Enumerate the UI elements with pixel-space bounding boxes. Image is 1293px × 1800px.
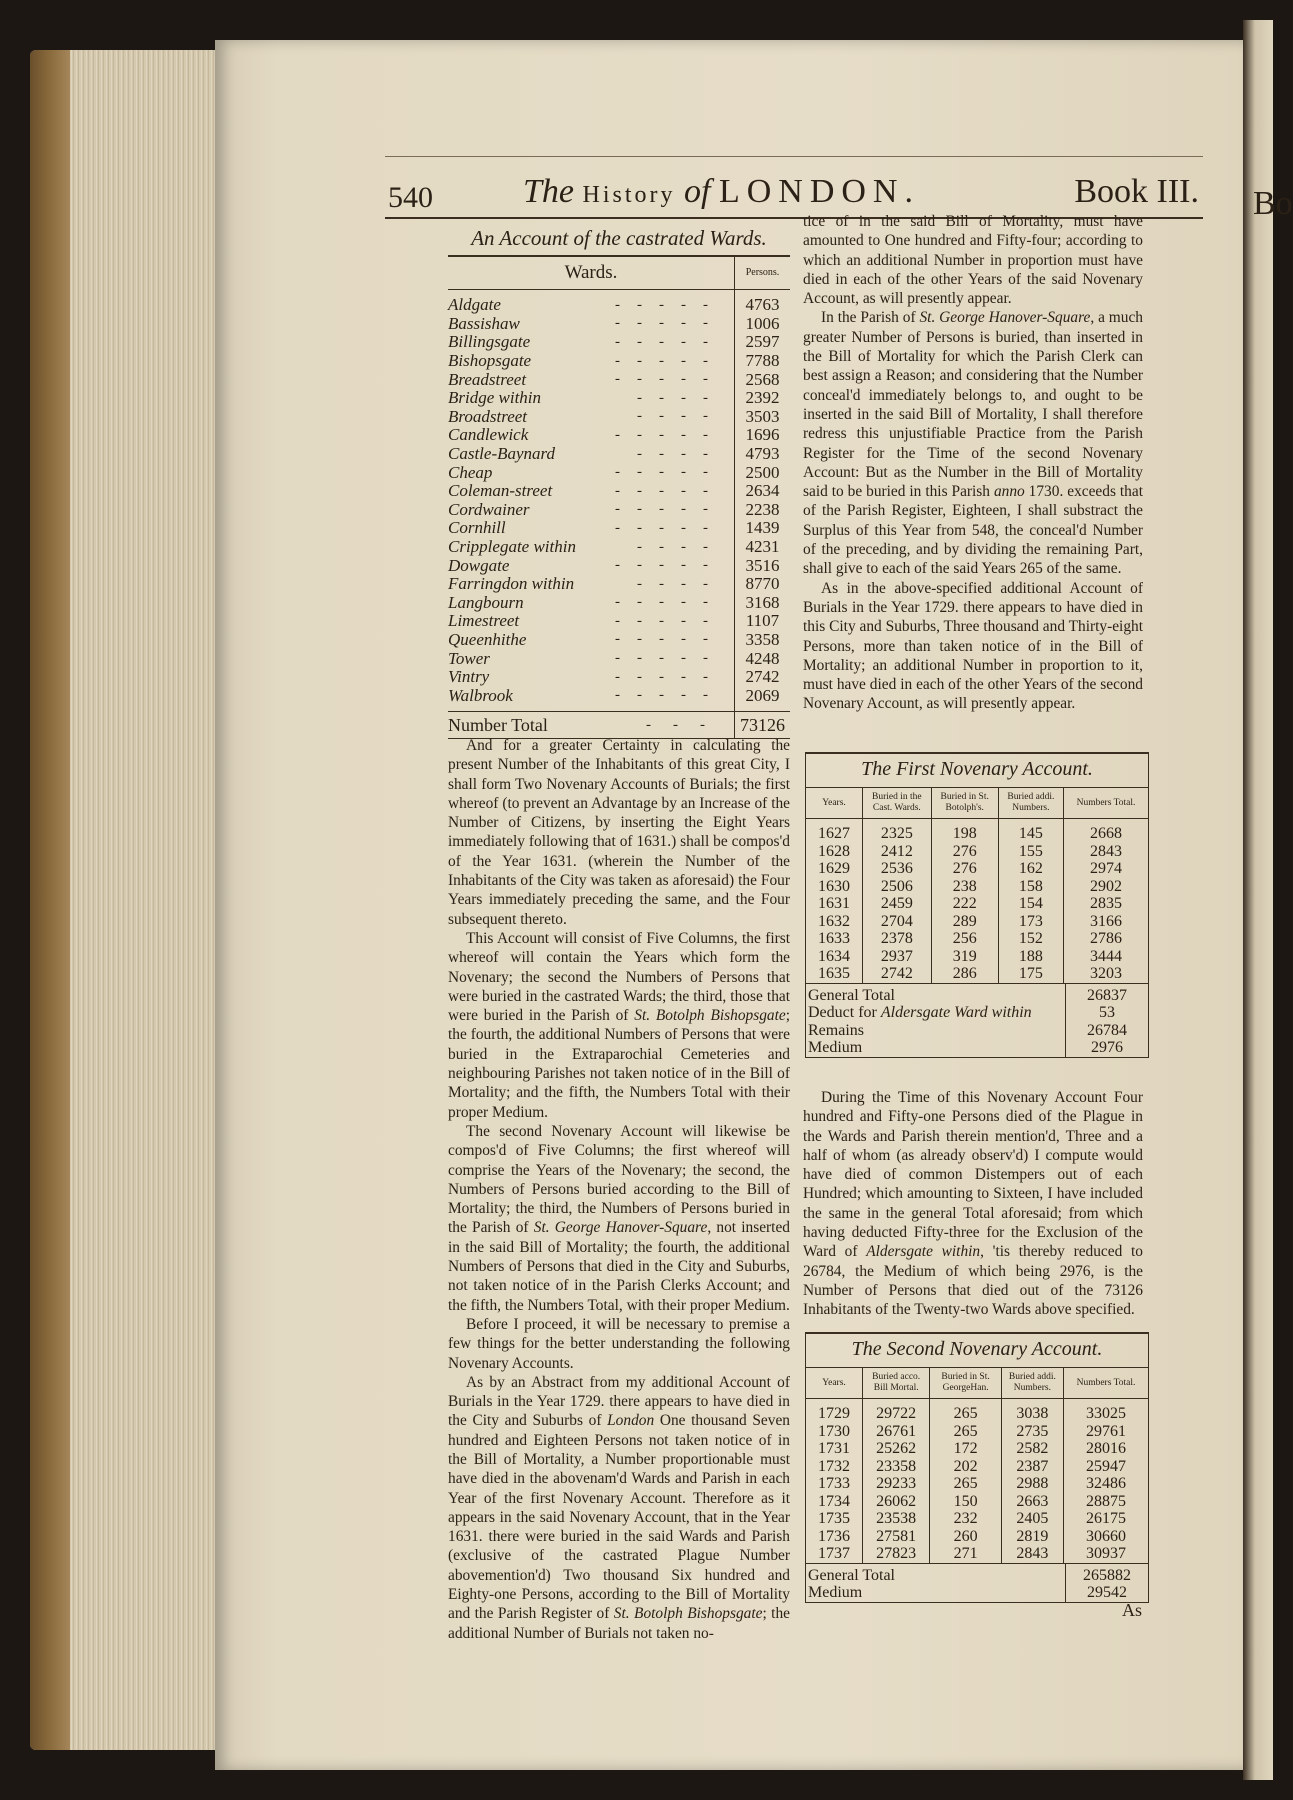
ward-persons: 8770 <box>745 574 780 594</box>
ward-persons: 7788 <box>745 351 780 371</box>
medium-value: 29542 <box>1066 1584 1149 1602</box>
ward-persons: 1439 <box>745 518 780 538</box>
paragraph: And for a greater Certainty in calculating the present Number of the Inhabitants of this great City, I shall form Two Novenary Accounts of Burials; the first whereof (to prevent an Advantage by an Increase of the Number of Citizens, by inserting the Eight Years immediately following that of 1631.) shall be compos'd of the Year 1631. (wherein the Number of the Inhabitants of the City was taken as aforesaid) the Four Years immediately preceding the same, and the Four subsequent thereto. <box>448 737 790 928</box>
remains-value: 26784 <box>1066 1022 1149 1040</box>
table-cell: 30660 <box>1086 1527 1126 1545</box>
table-cell: 1729 <box>806 1399 863 1423</box>
ward-row: Walbrook ----- 2069 <box>448 686 790 705</box>
table-cell: 2378 <box>863 930 932 948</box>
wards-total-row: Number Total --- 73126 <box>448 711 790 738</box>
column-header: Buried addi. Numbers. <box>1001 1368 1063 1399</box>
running-header <box>385 156 1203 219</box>
next-page-fragment: Bo <box>1253 185 1293 222</box>
ward-persons: 4231 <box>745 537 780 557</box>
ward-name: Bishopsgate <box>448 351 532 371</box>
ward-row: Broadstreet ---- 3503 <box>448 408 790 427</box>
paragraph: During the Time of this Novenary Account Four hundred and Fifty-one Persons died of the Plague in the Wards and Parish therein mention'd, Three and a half of whom (as already observ'd) I compute would have died of common Distempers out of each Hundred; which amounting to Sixteen, I have included the same in the general Total aforesaid; from which having deducted Fifty-three for the Exclusion of the Ward of Aldersgate within, 'tis thereby reduced to 26784, the Medium of which being 2976, is the Number of Persons that died out of the 73126 Inhabitants of the Twenty-two Wards above specified. <box>803 1089 1143 1319</box>
general-total-value: 265882 <box>1066 1563 1149 1584</box>
title-history: History <box>582 182 676 208</box>
table-cell: 1631 <box>806 895 863 913</box>
table-cell: 155 <box>998 843 1063 861</box>
ward-name: Limestreet <box>448 611 520 631</box>
ward-name: Langbourn <box>448 592 524 612</box>
table-cell: 2459 <box>863 895 932 913</box>
ward-name: Breadstreet <box>448 369 527 389</box>
table-cell: 25947 <box>1086 1457 1126 1475</box>
ward-name: Tower <box>448 648 490 668</box>
table-cell: 1734 <box>806 1493 863 1511</box>
table-cell: 3166 <box>1090 912 1122 930</box>
table-cell: 154 <box>998 895 1063 913</box>
ward-persons: 2597 <box>745 332 780 352</box>
table-cell: 23358 <box>863 1458 930 1476</box>
book-label: Book III. <box>1074 173 1199 210</box>
column-header: Buried in St. GeorgeHan. <box>930 1368 1001 1399</box>
table-row <box>806 843 1148 861</box>
right-column-text-middle <box>803 1088 1143 1320</box>
table-cell: 28016 <box>1086 1440 1126 1457</box>
ward-name: Farringdon within <box>448 574 575 594</box>
table-cell: 162 <box>998 860 1063 878</box>
table-cell: 1735 <box>806 1510 863 1528</box>
table-cell: 150 <box>930 1493 1001 1511</box>
table-cell: 265 <box>930 1423 1001 1441</box>
paragraph: The second Novenary Account will likewise be compos'd of Five Columns; the first whereof will comprise the Years of the Novenary; the second, the Numbers of Persons buried according to the Bill of Mortality; the third, the Numbers of Persons buried in the Parish of St. George Hanover-Square, not inserted in the said Bill of Mortality; the fourth, the additional Numbers of Persons that died in the City and Suburbs, not taken notice of in the Parish Clerks Account; and the fifth, the Numbers Total, with their proper Medium. <box>448 1122 790 1314</box>
summary-row <box>806 1004 1148 1022</box>
title-london: LONDON. <box>718 173 920 210</box>
ward-persons: 4763 <box>745 295 780 315</box>
ward-row: Cornhill ----- 1439 <box>448 519 790 538</box>
general-total-label: General Total <box>806 1563 1066 1584</box>
ward-persons: 3358 <box>745 629 780 649</box>
ward-persons: 2568 <box>745 369 780 389</box>
table-cell: 1730 <box>806 1423 863 1441</box>
table-cell: 1731 <box>806 1440 863 1458</box>
table-cell: 2405 <box>1001 1510 1063 1528</box>
ward-row: Queenhithe ----- 3358 <box>448 631 790 650</box>
first-novenary-rows <box>806 819 1148 983</box>
table-cell: 289 <box>931 913 998 931</box>
table-cell: 2843 <box>1001 1545 1063 1563</box>
wards-header-row <box>448 257 790 290</box>
table-cell: 256 <box>931 930 998 948</box>
ward-row: Aldgate ----- 4763 <box>448 296 790 315</box>
table-cell: 2704 <box>863 913 932 931</box>
page-number: 540 <box>388 181 433 214</box>
table-row <box>806 819 1148 843</box>
table-cell: 2786 <box>1090 930 1122 947</box>
table-cell: 32486 <box>1086 1475 1126 1492</box>
second-novenary-rows <box>806 1399 1148 1563</box>
table-cell: 265 <box>930 1475 1001 1493</box>
table-cell: 1630 <box>806 878 863 896</box>
table-cell: 27823 <box>863 1545 930 1563</box>
title-the: The <box>523 173 574 210</box>
ward-persons: 3516 <box>745 555 780 575</box>
column-header: Numbers Total. <box>1064 1368 1149 1399</box>
table-cell: 202 <box>930 1458 1001 1476</box>
ward-row: Vintry ----- 2742 <box>448 668 790 687</box>
table-cell: 173 <box>998 913 1063 931</box>
wards-rows <box>448 290 790 711</box>
table-cell: 2843 <box>1090 842 1122 860</box>
table-row <box>806 948 1148 966</box>
table-cell: 271 <box>930 1545 1001 1563</box>
ward-persons: 4248 <box>745 648 780 668</box>
table-row <box>806 1458 1148 1476</box>
table-cell: 222 <box>931 895 998 913</box>
summary-row <box>806 1563 1148 1584</box>
second-novenary-table <box>805 1332 1149 1603</box>
table-cell: 26062 <box>863 1493 930 1511</box>
table-cell: 265 <box>930 1399 1001 1423</box>
table-cell: 1632 <box>806 913 863 931</box>
table-cell: 158 <box>998 878 1063 896</box>
ward-persons: 1696 <box>745 425 780 445</box>
ward-row: Castle-Baynard ---- 4793 <box>448 445 790 464</box>
ward-persons: 1107 <box>745 611 780 631</box>
castrated-wards-table <box>448 226 790 739</box>
book-spine-edge <box>30 50 70 1750</box>
ward-name: Cordwainer <box>448 499 530 519</box>
deduct-label: Deduct for Aldersgate Ward within <box>808 1004 1032 1021</box>
table-row <box>806 1440 1148 1458</box>
table-row <box>806 1493 1148 1511</box>
ward-row: Breadstreet ----- 2568 <box>448 370 790 389</box>
table-cell: 23538 <box>863 1510 930 1528</box>
summary-row <box>806 1039 1148 1057</box>
table-cell: 1633 <box>806 930 863 948</box>
ward-name: Billingsgate <box>448 332 531 352</box>
table-cell: 1732 <box>806 1458 863 1476</box>
table-cell: 25262 <box>863 1440 930 1458</box>
table-header-row <box>806 1368 1148 1399</box>
table-cell: 2663 <box>1001 1493 1063 1511</box>
paragraph: This Account will consist of Five Columns, the first whereof will contain the Years which form the Novenary; the second the Numbers of Persons that were buried in the castrated Wards; the third, those that were buried in the Parish of St. Botolph Bishopsgate; the fourth, the additional Numbers of Persons that were buried in the Extraparochial Cemeteries and neighbouring Parishes not taken notice of in the Bill of Mortality; and the fifth, the Numbers Total with their proper Medium. <box>448 929 790 1121</box>
table-cell: 2735 <box>1001 1423 1063 1441</box>
ward-persons: 3503 <box>745 406 780 426</box>
ward-persons: 2069 <box>745 685 780 705</box>
ward-row: Limestreet ----- 1107 <box>448 612 790 631</box>
book-page-edges <box>30 50 230 1750</box>
general-total-value: 26837 <box>1066 983 1149 1004</box>
table-cell: 2582 <box>1001 1440 1063 1458</box>
ward-row: Coleman-street ----- 2634 <box>448 482 790 501</box>
medium-value: 2976 <box>1066 1039 1149 1057</box>
table-cell: 286 <box>931 965 998 983</box>
table-cell: 319 <box>931 948 998 966</box>
ward-name: Queenhithe <box>448 629 527 649</box>
paragraph: tice of in the said Bill of Mortality, must have amounted to One hundred and Fifty-four; according to which an additional Number in proportion must have died in each of the other Years of the said Novenary Account, as will presently appear. <box>803 213 1143 308</box>
wards-column-header: Wards. <box>564 262 618 283</box>
table-cell: 2668 <box>1090 825 1122 842</box>
table-cell: 238 <box>931 878 998 896</box>
next-page-edge <box>1243 20 1293 1780</box>
table-cell: 2412 <box>863 843 932 861</box>
first-novenary-summary <box>806 983 1148 1057</box>
table-cell: 29722 <box>863 1399 930 1423</box>
table-cell: 29761 <box>1086 1422 1126 1440</box>
ward-name: Dowgate <box>448 555 510 575</box>
table-cell: 2536 <box>863 860 932 878</box>
ward-persons: 2634 <box>745 481 780 501</box>
ward-persons: 2238 <box>745 499 780 519</box>
column-header: Years. <box>806 1368 863 1399</box>
ward-name: Broadstreet <box>448 406 528 426</box>
table-row <box>806 1545 1148 1563</box>
column-header: Buried in St. Botolph's. <box>931 788 998 819</box>
wards-column-rule <box>734 257 735 738</box>
wards-total-label: Number Total <box>448 714 548 735</box>
table-cell: 1733 <box>806 1475 863 1493</box>
ward-name: Bassishaw <box>448 313 520 333</box>
table-cell: 188 <box>998 948 1063 966</box>
general-total-label: General Total <box>806 983 1066 1004</box>
ward-row: Cripplegate within ---- 4231 <box>448 538 790 557</box>
table-row <box>806 895 1148 913</box>
table-cell: 3203 <box>1090 965 1122 982</box>
ward-name: Cornhill <box>448 518 506 538</box>
table-cell: 26761 <box>863 1423 930 1441</box>
medium-label: Medium <box>808 1584 863 1601</box>
ward-persons: 2392 <box>745 388 780 408</box>
right-column-text-top <box>803 212 1143 714</box>
table-row <box>806 1475 1148 1493</box>
first-novenary-table <box>805 752 1149 1058</box>
paragraph: As by an Abstract from my additional Account of Burials in the Year 1729. there appears to have died in the City and Suburbs of London One thousand Seven hundred and Eighteen Persons not taken notice of in the Bill of Mortality, a Number proportionable must have died in the abovenam'd Wards and Parish in each Year of the first Novenary Account. Therefore as it appears in the said Novenary Account, that in the Year 1631. there were buried in the said Wards and Parish (exclusive of the castrated Plague Number abovemention'd) Two thousand Six hundred and Eighty-one Persons, according to the Bill of Mortality and the Parish Register of St. Botolph Bishopsgate; the additional Number of Burials not taken no- <box>448 1373 790 1642</box>
table-cell: 172 <box>930 1440 1001 1458</box>
table-row <box>806 878 1148 896</box>
ward-persons: 2742 <box>745 667 780 687</box>
remains-label: Remains <box>808 1021 864 1039</box>
ward-row: Candlewick ----- 1696 <box>448 426 790 445</box>
wards-caption: An Account of the castrated Wards. <box>471 226 767 250</box>
column-header: Years. <box>806 788 863 819</box>
column-header: Buried in the Cast. Wards. <box>863 788 932 819</box>
persons-column-header: Persons. <box>734 257 790 289</box>
column-header: Numbers Total. <box>1064 788 1149 819</box>
table-row <box>806 1528 1148 1546</box>
table-cell: 2387 <box>1001 1458 1063 1476</box>
table-cell: 276 <box>931 860 998 878</box>
ward-name: Bridge within <box>448 388 542 408</box>
ward-row: Bishopsgate ----- 7788 <box>448 352 790 371</box>
column-header: Buried addi. Numbers. <box>998 788 1063 819</box>
left-column-text <box>448 736 790 1643</box>
table-cell: 30937 <box>1086 1545 1126 1562</box>
ward-name: Castle-Baynard <box>448 444 556 464</box>
table-row <box>806 930 1148 948</box>
table-cell: 1627 <box>806 819 863 843</box>
ward-persons: 1006 <box>745 313 780 333</box>
ward-row: Farringdon within ---- 8770 <box>448 575 790 594</box>
wards-frame <box>448 255 790 739</box>
table-row <box>806 1423 1148 1441</box>
ward-row: Tower ----- 4248 <box>448 649 790 668</box>
second-novenary-caption: The Second Novenary Account. <box>806 1334 1148 1368</box>
ward-name: Coleman-street <box>448 481 553 501</box>
ward-name: Vintry <box>448 667 490 687</box>
table-cell: 27581 <box>863 1528 930 1546</box>
summary-row <box>806 1584 1148 1602</box>
running-title <box>523 173 920 211</box>
table-cell: 175 <box>998 965 1063 983</box>
table-cell: 3038 <box>1001 1399 1063 1423</box>
ward-row: Cheap ----- 2500 <box>448 463 790 482</box>
table-cell: 276 <box>931 843 998 861</box>
table-cell: 3444 <box>1090 947 1122 965</box>
ward-row: Cordwainer ----- 2238 <box>448 501 790 520</box>
table-cell: 2835 <box>1090 895 1122 912</box>
ward-row: Langbourn ----- 3168 <box>448 594 790 613</box>
paragraph: Before I proceed, it will be necessary to premise a few things for the better understanding the following Novenary Accounts. <box>448 1315 790 1372</box>
table-cell: 2325 <box>863 819 932 843</box>
table-cell: 2988 <box>1001 1475 1063 1493</box>
table-cell: 1629 <box>806 860 863 878</box>
table-row <box>806 913 1148 931</box>
table-row <box>806 1399 1148 1423</box>
medium-label: Medium <box>808 1039 863 1056</box>
wards-total-value: 73126 <box>740 714 785 735</box>
ward-row: Bridge within ---- 2392 <box>448 389 790 408</box>
ward-row: Bassishaw ----- 1006 <box>448 315 790 334</box>
table-cell: 145 <box>998 819 1063 843</box>
table-header-row <box>806 788 1148 819</box>
table-cell: 2742 <box>863 965 932 983</box>
table-cell: 198 <box>931 819 998 843</box>
summary-row <box>806 983 1148 1004</box>
first-novenary-caption: The First Novenary Account. <box>806 754 1148 788</box>
table-cell: 28875 <box>1086 1492 1126 1510</box>
table-row <box>806 860 1148 878</box>
table-cell: 33025 <box>1086 1405 1126 1422</box>
ward-name: Aldgate <box>448 295 501 315</box>
deduct-value: 53 <box>1066 1004 1149 1022</box>
table-cell: 1737 <box>806 1545 863 1563</box>
table-cell: 2819 <box>1001 1528 1063 1546</box>
table-cell: 152 <box>998 930 1063 948</box>
table-row <box>806 1510 1148 1528</box>
table-cell: 1736 <box>806 1528 863 1546</box>
ward-name: Cheap <box>448 462 493 482</box>
ward-name: Walbrook <box>448 685 513 705</box>
table-cell: 2902 <box>1090 877 1122 895</box>
ward-persons: 4793 <box>745 444 780 464</box>
ward-persons: 2500 <box>745 462 780 482</box>
table-cell: 26175 <box>1086 1510 1126 1527</box>
ward-name: Cripplegate within <box>448 537 576 557</box>
ward-row: Billingsgate ----- 2597 <box>448 333 790 352</box>
second-novenary-summary <box>806 1563 1148 1602</box>
catchword: As <box>1122 1600 1143 1620</box>
summary-row <box>806 1022 1148 1040</box>
table-cell: 1634 <box>806 948 863 966</box>
column-header: Buried acco. Bill Mortal. <box>863 1368 930 1399</box>
table-cell: 2937 <box>863 948 932 966</box>
paragraph: In the Parish of St. George Hanover-Square, a much greater Number of Persons is buried, than inserted in the Bill of Mortality for which the Parish Clerk can best assign a Reason; and considering that the Number conceal'd immediately belongs to, and ought to be inserted in the said Bill of Mortality, I shall therefore redress this unjustifiable Practice from the Parish Register for the Time of the second Novenary Account: But as the Number in the Bill of Mortality said to be buried in this Parish anno 1730. exceeds that of the Parish Register, Eighteen, I shall substract the Surplus of this Year from 548, the conceal'd Number of the preceding, and by dividing the remaining Part, shall give to each of the said Years 265 of the same. <box>803 309 1143 578</box>
ward-row: Dowgate ----- 3516 <box>448 556 790 575</box>
table-cell: 1635 <box>806 965 863 983</box>
table-cell: 1628 <box>806 843 863 861</box>
title-of: of <box>684 173 711 210</box>
table-cell: 2974 <box>1090 860 1122 877</box>
table-cell: 232 <box>930 1510 1001 1528</box>
table-cell: 29233 <box>863 1475 930 1493</box>
ward-name: Candlewick <box>448 425 529 445</box>
paragraph: As in the above-specified additional Account of Burials in the Year 1729. there appears to have died in this City and Suburbs, Three thousand and Thirty-eight Persons, more than taken notice of in the Bill of Mortality; an additional Number in proportion to it, must have died in each of the other Years of the second Novenary Account, as will presently appear. <box>803 579 1143 713</box>
table-cell: 260 <box>930 1528 1001 1546</box>
ward-persons: 3168 <box>745 592 780 612</box>
table-cell: 2506 <box>863 878 932 896</box>
table-row <box>806 965 1148 983</box>
